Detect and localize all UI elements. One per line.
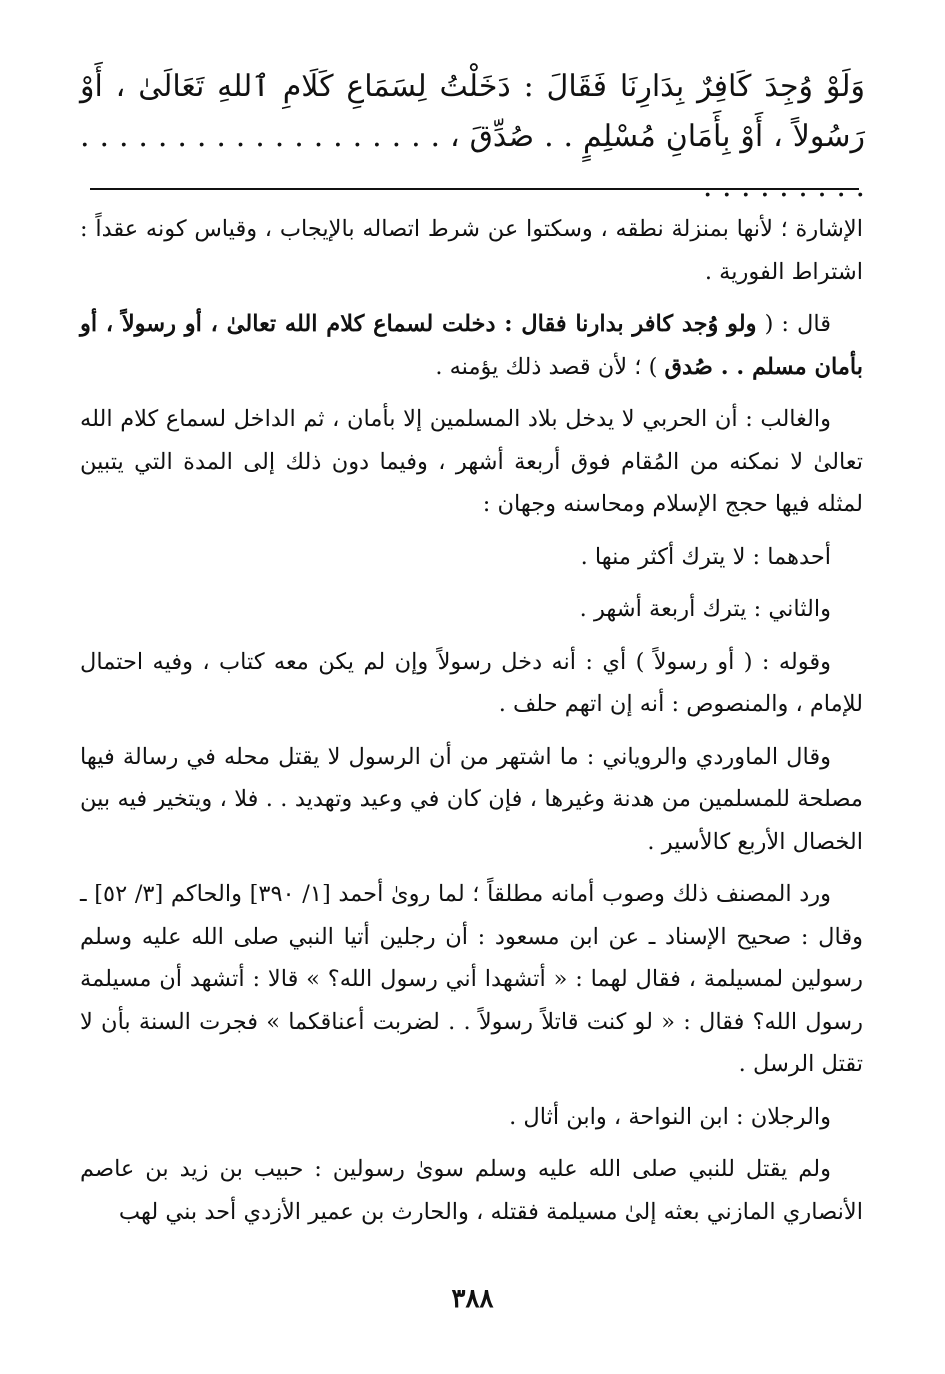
commentary-paragraph-9: والرجلان : ابن النواحة ، وابن أثال . (509, 1103, 831, 1130)
commentary-paragraph-10: ولم يقتل للنبي صلى الله عليه وسلم سوىٰ رسولين : حبيب بن زيد بن عاصم الأنصاري المازني بعثه إلىٰ مسيلمة فقتله ، والحارث بن عمير الأزدي أحد بني لهب (80, 1156, 863, 1225)
commentary-paragraph-6: وقوله : ( أو رسولاً ) أي : أنه دخل رسولاً وإن لم يكن معه كتاب ، وفيه احتمال للإمام ، والمنصوص : أنه إن اتهم حلف . (80, 648, 863, 717)
commentary-paragraph-2 (80, 303, 863, 388)
commentary-paragraph-8: ورد المصنف ذلك وصوب أمانه مطلقاً ؛ لما روىٰ أحمد [١/ ٣٩٠] والحاكم [٣/ ٥٢] ـ وقال : صحيح الإسناد ـ عن ابن مسعود : أن رجلين أتيا النبي صلى الله عليه وسلم رسولين لمسيلمة ، فقال لهما : « أتشهدا أني رسول الله؟ » قالا : أتشهد أن مسيلمة رسول الله؟ فقال : « لو كنت قاتلاً رسولاً . . لضربت أعناقكما » فجرت السنة بأن لا تقتل الرسل . (80, 881, 863, 1077)
separator-line (90, 188, 859, 190)
quote-close-tail: ) ؛ لأن قصد ذلك يؤمنه . (435, 353, 665, 380)
commentary-paragraph-5: والثاني : يترك أربعة أشهر . (579, 596, 831, 622)
quoted-main-text: ولو وُجد كافر بدارنا فقال : دخلت لسماع كلام الله تعالىٰ ، أو رسولاً ، أو بأمان مسلم . . صُدق (80, 311, 863, 380)
commentary-paragraph-7: وقال الماوردي والروياني : ما اشتهر من أن الرسول لا يقتل محله في رسالة فيها مصلحة للمسلمين من هدنة وغيرها ، فإن كان في وعيد وتهديد . . فلا ، ويتخير فيه بين الخصال الأربع كالأسير . (80, 743, 863, 855)
page-number: ٣٨٨ (451, 1284, 494, 1314)
commentary-block (80, 208, 863, 1243)
quote-open: قال : ( (756, 311, 831, 337)
commentary-paragraph-1: الإشارة ؛ لأنها بمنزلة نطقه ، وسكتوا عن شرط اتصاله بالإيجاب ، وقياس كونه عقداً : اشتراط الفورية . (80, 216, 863, 285)
commentary-paragraph-3: والغالب : أن الحربي لا يدخل بلاد المسلمين إلا بأمان ، ثم الداخل لسماع كلام الله تعالىٰ لا نمكنه من المُقام فوق أربعة أشهر ، وفيما دون ذلك إلى المدة التي يتبين لمثله فيها حجج الإسلام ومحاسنه وجهان : (80, 406, 863, 517)
commentary-paragraph-4: أحدهما : لا يترك أكثر منها . (580, 543, 831, 570)
main-text-paragraph: وَلَوْ وُجِدَ كَافِرٌ بِدَارِنَا فَقَالَ : دَخَلْتُ لِسَمَاعِ كَلَامِ ٱللهِ تَعَالَىٰ ، أَوْ رَسُولاً ، أَوْ بِأَمَانِ مُسْلِمٍ . . صُدِّقَ ، . . . . . . . . . . . . . . . . . . . . . . . . . . . . (80, 69, 865, 204)
